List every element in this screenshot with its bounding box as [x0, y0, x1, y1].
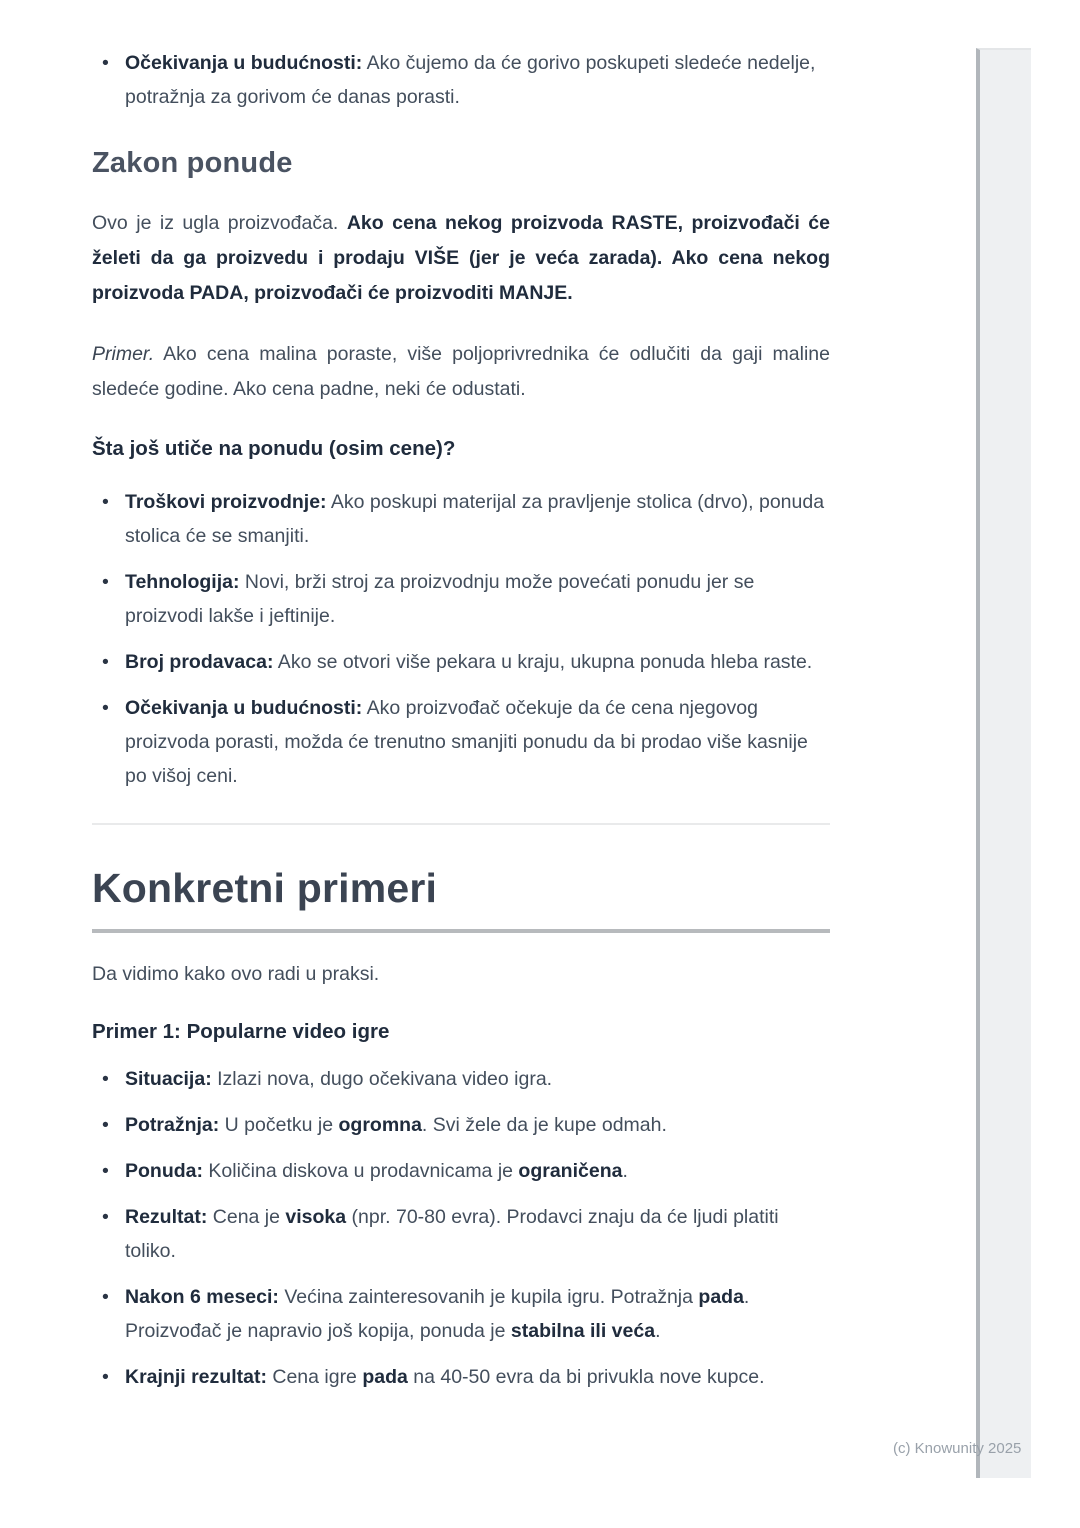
supply-example-paragraph: Primer. Ako cena malina poraste, više poljoprivrednika će odlučiti da gaji maline sledeće godine. Ako cena padne, neki će odustati. [92, 343, 830, 400]
copyright-note: (c) Knowunity 2025 [893, 1440, 1022, 1457]
list-item: • Tehnologija: Novi, brži stroj za proizvodnju može povećati ponudu jer se proizvodi lakše i jeftinije. [92, 565, 830, 633]
example1-list [92, 1062, 830, 1394]
page-title-concrete-examples: Konkretni primeri [92, 863, 830, 933]
subheading-example1: Primer 1: Popularne video igre [92, 1020, 390, 1043]
list-item: • Očekivanja u budućnosti: Ako čujemo da će gorivo poskupeti sledeće nedelje, potražnja za gorivom će danas porasti. [92, 46, 830, 114]
supply-factors-list [92, 485, 830, 793]
list-item: • Očekivanja u budućnosti: Ako proizvođač očekuje da će cena njegovog proizvoda porasti, možda će trenutno smanjiti ponudu da bi prodao više kasnije po višoj ceni. [92, 691, 830, 793]
list-item: • Nakon 6 meseci: Većina zainteresovanih je kupila igru. Potražnja pada. Proizvođač je napravio još kopija, ponuda je stabilna ili veća. [92, 1280, 830, 1348]
list-item: • Situacija: Izlazi nova, dugo očekivana video igra. [92, 1062, 830, 1096]
list-item: • Rezultat: Cena je visoka (npr. 70-80 evra). Prodavci znaju da će ljudi platiti toliko. [92, 1200, 830, 1268]
list-item: • Potražnja: U početku je ogromna. Svi žele da je kupe odmah. [92, 1108, 830, 1142]
section-divider [92, 823, 830, 825]
examples-intro-paragraph: Da vidimo kako ovo radi u praksi. [92, 963, 380, 985]
demand-factors-list [92, 46, 830, 114]
subheading-other-factors: Šta još utiče na ponudu (osim cene)? [92, 437, 456, 460]
list-item: • Troškovi proizvodnje: Ako poskupi materijal za pravljenje stolica (drvo), ponuda stolica će se smanjiti. [92, 485, 830, 553]
section-heading-law-of-supply: Zakon ponude [92, 147, 293, 179]
list-item: • Ponuda: Količina diskova u prodavnicama je ograničena. [92, 1154, 830, 1188]
list-item: • Krajnji rezultat: Cena igre pada na 40-50 evra da bi privukla nove kupce. [92, 1360, 830, 1394]
list-item: • Broj prodavaca: Ako se otvori više pekara u kraju, ukupna ponuda hleba raste. [92, 645, 830, 679]
page-edge-strip [976, 48, 1031, 1478]
supply-intro-paragraph: Ovo je iz ugla proizvođača. Ako cena nekog proizvoda RASTE, proizvođači će želeti da ga proizvedu i prodaju VIŠE (jer je veća zarada). Ako cena nekog proizvoda PADA, proizvođači će proizvoditi MANJE. [92, 212, 830, 304]
article-content [92, 0, 830, 1406]
